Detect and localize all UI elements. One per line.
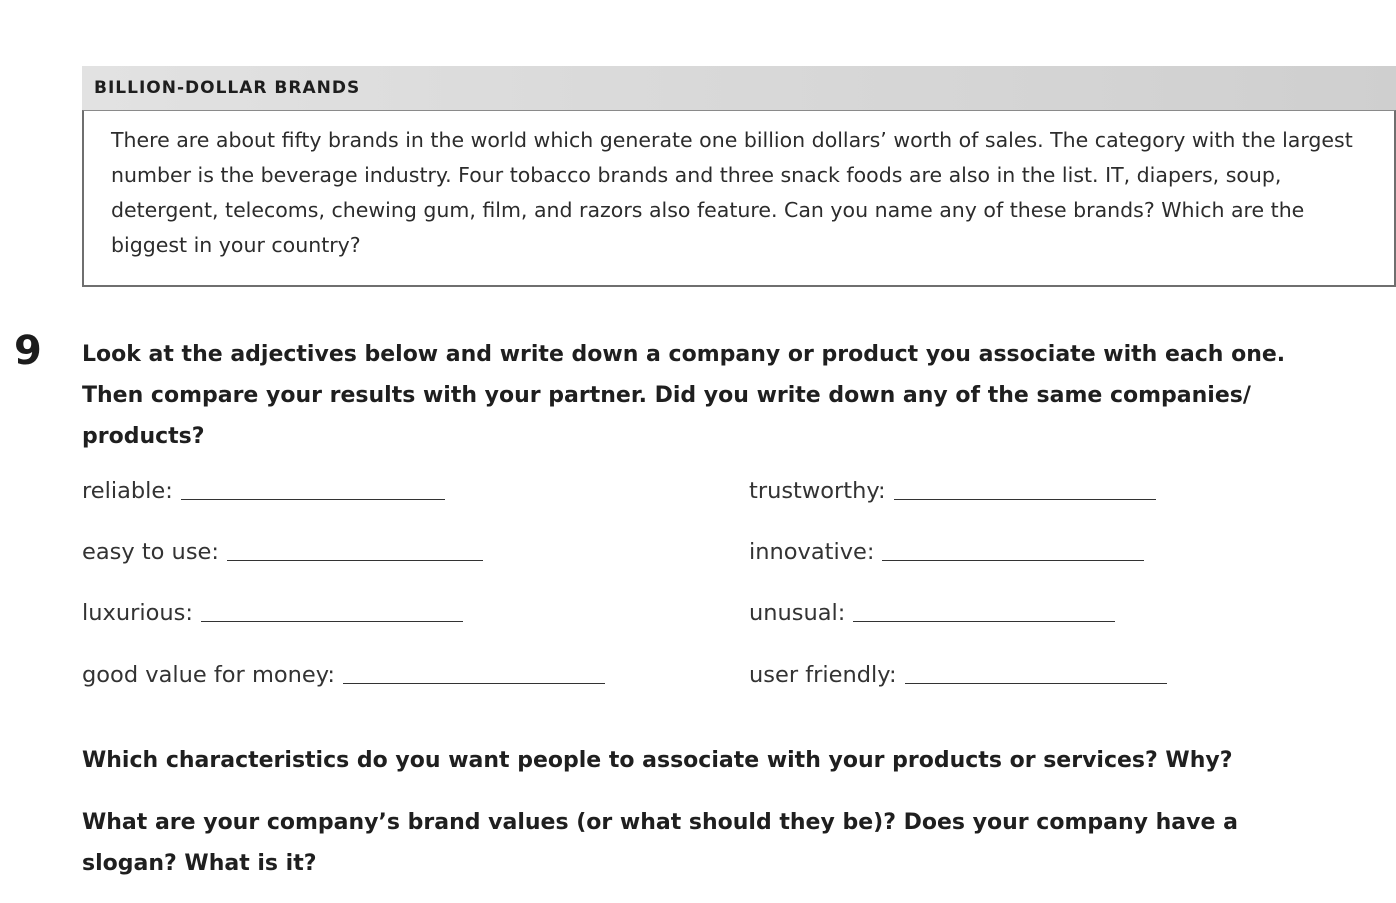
- adjective-label: user friendly:: [749, 662, 897, 688]
- adjective-innovative: [749, 539, 1144, 565]
- box-title: BILLION-DOLLAR BRANDS: [94, 78, 361, 98]
- adjective-label: easy to use:: [82, 539, 219, 565]
- answer-line-trustworthy[interactable]: [894, 499, 1156, 500]
- answer-line-good-value[interactable]: [343, 683, 605, 684]
- adjective-label: unusual:: [749, 600, 846, 626]
- adjective-trustworthy: [749, 478, 1156, 504]
- adjective-label: innovative:: [749, 539, 875, 565]
- adjective-user-friendly: [749, 662, 1167, 688]
- answer-line-easy-to-use[interactable]: [227, 560, 483, 561]
- exercise-number: 9: [14, 328, 42, 374]
- question-characteristics: Which characteristics do you want people to associate with your products or services? Why?: [82, 748, 1233, 773]
- box-text: There are about fifty brands in the world which generate one billion dollars’ worth of sales. The category with the largest number is the beverage industry. Four tobacco brands and three snack foods are also in the list. IT, diapers, soup, detergent, telecoms, chewing gum, film, and razors also feature. Can you name any of these brands? Which are the biggest in your country?: [111, 128, 1353, 257]
- answer-line-luxurious[interactable]: [201, 621, 463, 622]
- adjective-reliable: [82, 478, 445, 504]
- answer-line-user-friendly[interactable]: [905, 683, 1167, 684]
- adjective-luxurious: [82, 600, 463, 626]
- adjective-good-value: [82, 662, 605, 688]
- exercise-instruction: Look at the adjectives below and write down a company or product you associate with each one. Then compare your results with your partner. Did you write down any of the same companies/ products?: [82, 342, 1286, 449]
- adjective-label: reliable:: [82, 478, 173, 504]
- info-box: [82, 110, 1396, 287]
- adjective-easy-to-use: [82, 539, 483, 565]
- answer-line-innovative[interactable]: [882, 560, 1144, 561]
- box-header: [82, 66, 1396, 110]
- answer-line-unusual[interactable]: [853, 621, 1115, 622]
- question-brand-values: What are your company’s brand values (or what should they be)? Does your company have a slogan? What is it?: [82, 810, 1238, 876]
- answer-line-reliable[interactable]: [181, 499, 445, 500]
- adjective-unusual: [749, 600, 1115, 626]
- adjective-label: luxurious:: [82, 600, 193, 626]
- adjective-label: good value for money:: [82, 662, 335, 688]
- adjective-label: trustworthy:: [749, 478, 886, 504]
